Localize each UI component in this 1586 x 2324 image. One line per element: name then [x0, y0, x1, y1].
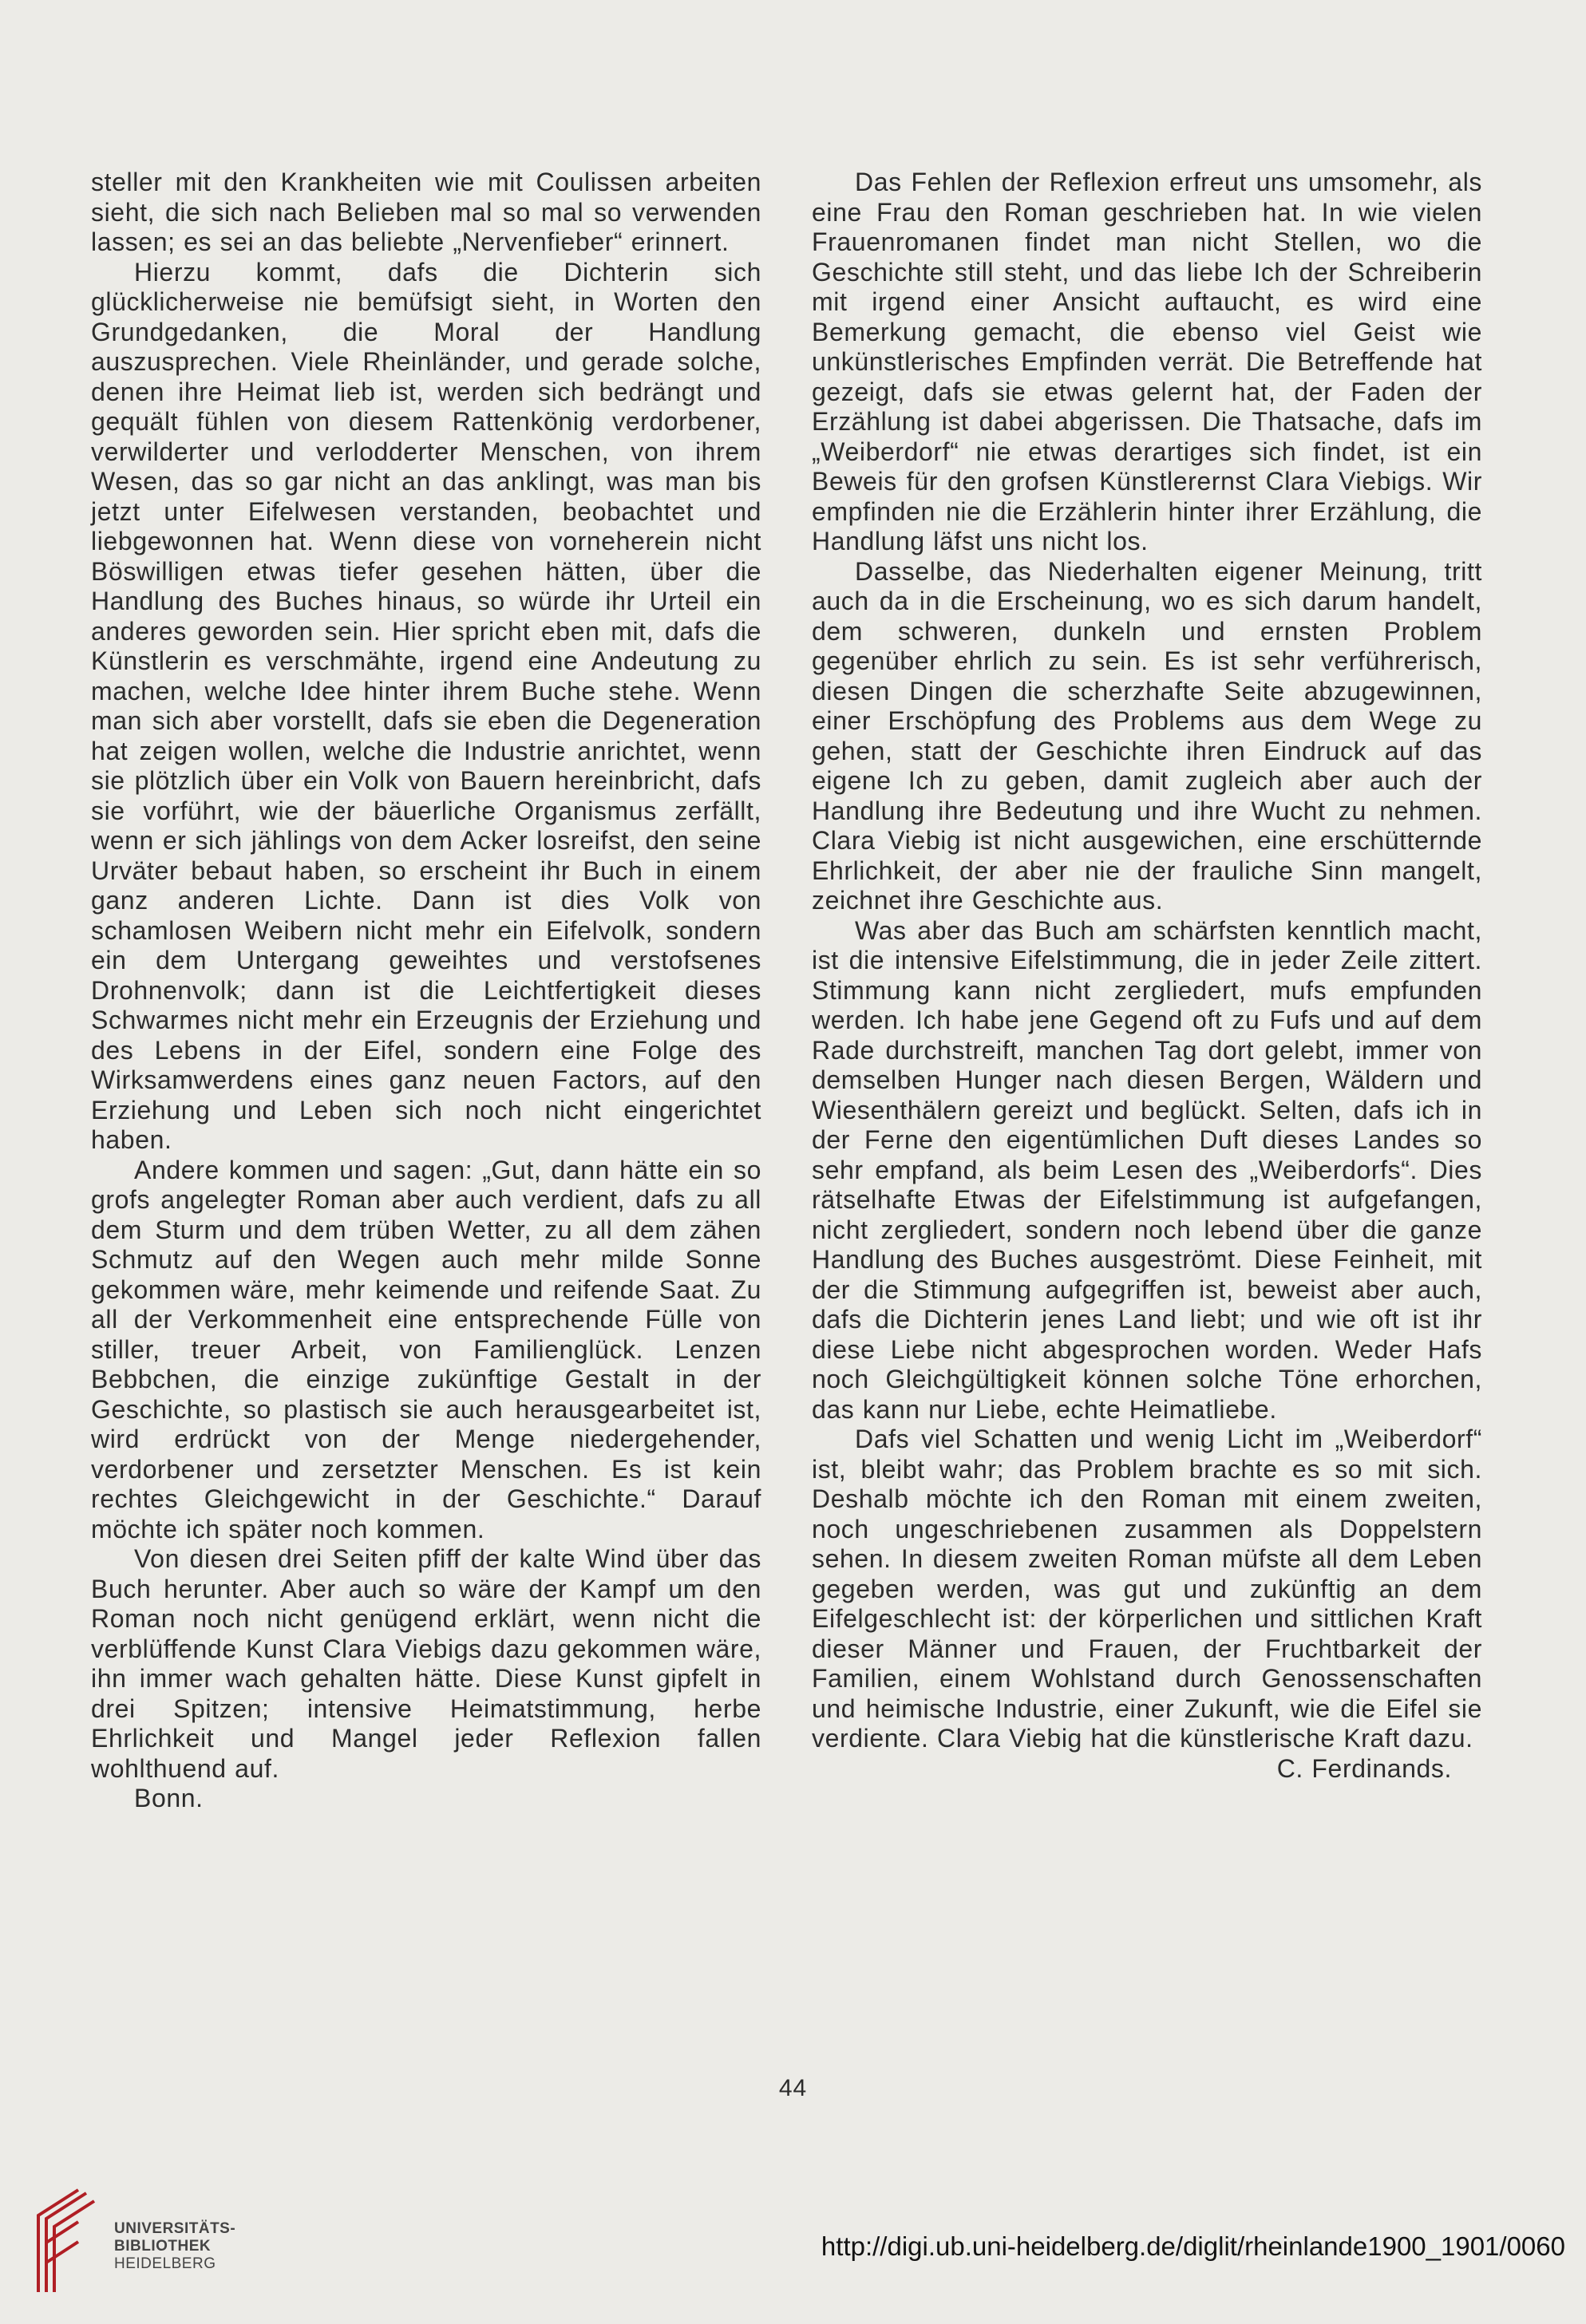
- paragraph: Hierzu kommt, dafs die Dichterin sich glücklicherweise nie bemüfsigt sieht, in Worten den Grundgedanken, die Moral der Handlung auszusprechen. Viele Rheinländer, und gerade solche, denen ihre Heimat lieb ist, werden sich bedrängt und gequält fühlen von diesem Rattenkönig verdorbener, verwilderter und verlodderter Menschen, von ihrem Wesen, das so gar nicht an das anklingt, was man bis jetzt unter Eifelwesen verstanden, beobachtet und liebgewonnen hat. Wenn diese von vorneherein nicht Böswilligen etwas tiefer gesehen hätten, über die Handlung des Buches hinaus, so würde ihr Urteil ein anderes geworden sein. Hier spricht eben mit, dafs die Künstlerin es verschmähte, irgend eine Andeutung zu machen, welche Idee hinter ihrem Buche stehe. Wenn man sich aber vorstellt, dafs sie eben die Degeneration hat zeigen wollen, welche die Industrie anrichtet, wenn sie plötzlich über ein Volk von Bauern hereinbricht, dafs sie vorführt, wie der bäuerliche Organismus zerfällt, wenn er sich jählings von dem Acker losreifst, den seine Urväter bebaut haben, so erscheint ihr Buch in einem ganz anderen Lichte. Dann ist dies Volk von schamlosen Weibern nicht mehr ein Eifelvolk, sondern ein dem Untergang geweihtes und verstofsenes Drohnenvolk; dann ist die Leichtfertigkeit dieses Schwarmes nicht mehr ein Erzeugnis der Erziehung und des Lebens in der Eifel, sondern eine Folge des Wirksamwerdens eines ganz neuen Factors, auf den Erziehung und Leben sich noch nicht eingerichtet haben.: [91, 257, 761, 1154]
- paragraph: Das Fehlen der Reflexion erfreut uns umsomehr, als eine Frau den Roman geschrieben hat. In wie vielen Frauenromanen findet man nicht Stellen, wo die Geschichte still steht, und das liebe Ich der Schreiberin mit irgend einer Ansicht auftaucht, es wird eine Bemerkung gemacht, die ebenso viel Geist wie unkünstlerisches Empfinden verrät. Die Betreffende hat gezeigt, dafs sie etwas gelernt hat, der Faden der Erzählung ist dabei abgerissen. Die Thatsache, dafs im „Weiberdorf“ nie etwas derartiges sich findet, ist ein Beweis für den grofsen Künstlerernst Clara Viebigs. Wir empfinden nie die Erzählerin hinter ihrer Erzählung, die Handlung läfst uns nicht los.: [812, 168, 1482, 555]
- paragraph: Was aber das Buch am schärfsten kenntlich macht, ist die intensive Eifelstimmung, die in jeder Zeile zittert. Stimmung kann nicht zergliedert, mufs empfunden werden. Ich habe jene Gegend oft zu Fufs und auf dem Rade durchstreift, manchen Tag dort gelebt, immer von demselben Hunger nach diesen Bergen, Wäldern und Wiesenthälern gereizt und beglückt. Selten, dafs ich in der Ferne den eigentümlichen Duft dieses Landes so sehr empfand, als beim Lesen des „Weiberdorfs“. Dies rätselhafte Etwas der Eifelstimmung ist aufgefangen, nicht zergliedert, sondern noch lebend über die ganze Handlung des Buches ausgeströmt. Diese Feinheit, mit der die Stimmung aufgegriffen ist, beweist aber auch, dafs die Dichterin jenes Land liebt; und wie oft ist ihr diese Liebe nicht abgesprochen worden. Weder Hafs noch Gleichgültigkeit können solche Töne erhorchen, das kann nur Liebe, echte Heimatliebe.: [812, 915, 1482, 1424]
- paragraph: Andere kommen und sagen: „Gut, dann hätte ein so grofs angelegter Roman aber auch verdient, dafs zu all dem Sturm und dem trüben Wetter, zu all dem zähen Schmutz auf den Wegen auch mehr milde Sonne gekommen wäre, mehr keimende und reifende Saat. Zu all der Verkommenheit eine entsprechende Fülle von stiller, treuer Arbeit, von Familienglück. Lenzen Bebbchen, die einzige zukünftige Gestalt in der Geschichte, so plastisch sie auch herausgearbeitet ist, wird erdrückt von der Menge niedergehender, verdorbener und zersetzter Menschen. Es ist kein rechtes Gleichgewicht in der Geschichte.“ Darauf möchte ich später noch kommen.: [91, 1155, 761, 1543]
- library-line: HEIDELBERG: [114, 2255, 216, 2272]
- paragraph: Von diesen drei Seiten pfiff der kalte Wind über das Buch herunter. Aber auch so wäre der Kampf um den Roman noch nicht genügend erklärt, wenn nicht die verblüffende Kunst Clara Viebigs dazu gekommen wäre, ihn immer wach gehalten hätte. Diese Kunst gipfelt in drei Spitzen; intensive Heimatstimmung, herbe Ehrlichkeit und Mangel jeder Reflexion fallen wohlthuend auf.: [91, 1544, 761, 1783]
- library-line: UNIVERSITÄTS-: [114, 2220, 236, 2237]
- source-url-link[interactable]: http://digi.ub.uni-heidelberg.de/diglit/rheinlande1900_1901/0060: [821, 2231, 1565, 2261]
- left-column: [91, 168, 761, 1814]
- paragraph: steller mit den Krankheiten wie mit Coulissen arbeiten sieht, die sich nach Belieben mal so mal so verwenden lassen; es sei an das beliebte „Nervenfieber“ erinnert.: [91, 168, 761, 256]
- page-number: 44: [778, 2075, 808, 2101]
- right-column: [812, 168, 1482, 1784]
- ub-heidelberg-logo-icon: [30, 2187, 97, 2298]
- place-line: Bonn.: [134, 1784, 204, 1812]
- author-signature: C. Ferdinands.: [1276, 1753, 1452, 1783]
- library-name: [114, 2220, 235, 2273]
- paragraph: Dafs viel Schatten und wenig Licht im „Weiberdorf“ ist, bleibt wahr; das Problem brachte es so mit sich. Deshalb möchte ich den Roman mit einem zweiten, noch ungeschriebenen zusammen als Doppelstern sehen. In diesem zweiten Roman müfste all dem Leben gegeben werden, was gut und zukünftig an dem Eifelgeschlecht ist: der körperlichen und sittlichen Kraft dieser Männer und Frauen, der Fruchtbarkeit der Familien, einem Wohlstand durch Genossenschaften und heimische Industrie, einer Zukunft, wie die Eifel sie verdiente. Clara Viebig hat die künstlerische Kraft dazu.: [812, 1425, 1482, 1753]
- library-line: BIBLIOTHEK: [114, 2238, 212, 2255]
- paragraph: Dasselbe, das Niederhalten eigener Meinung, tritt auch da in die Erscheinung, wo es sich darum handelt, dem schweren, dunkeln und ernsten Problem gegenüber ehrlich zu sein. Es ist sehr verführerisch, diesen Dingen die scherzhafte Seite abzugewinnen, einer Erschöpfung des Problems aus dem Wege zu gehen, statt der Geschichte ihren Eindruck auf das eigene Ich zu geben, damit zugleich aber auch der Handlung ihre Bedeutung und ihre Wucht zu nehmen. Clara Viebig ist nicht ausgewichen, eine erschütternde Ehrlichkeit, der aber nie der frauliche Sinn mangelt, zeichnet ihre Geschichte aus.: [812, 556, 1482, 915]
- digitization-footer: [0, 2155, 1586, 2324]
